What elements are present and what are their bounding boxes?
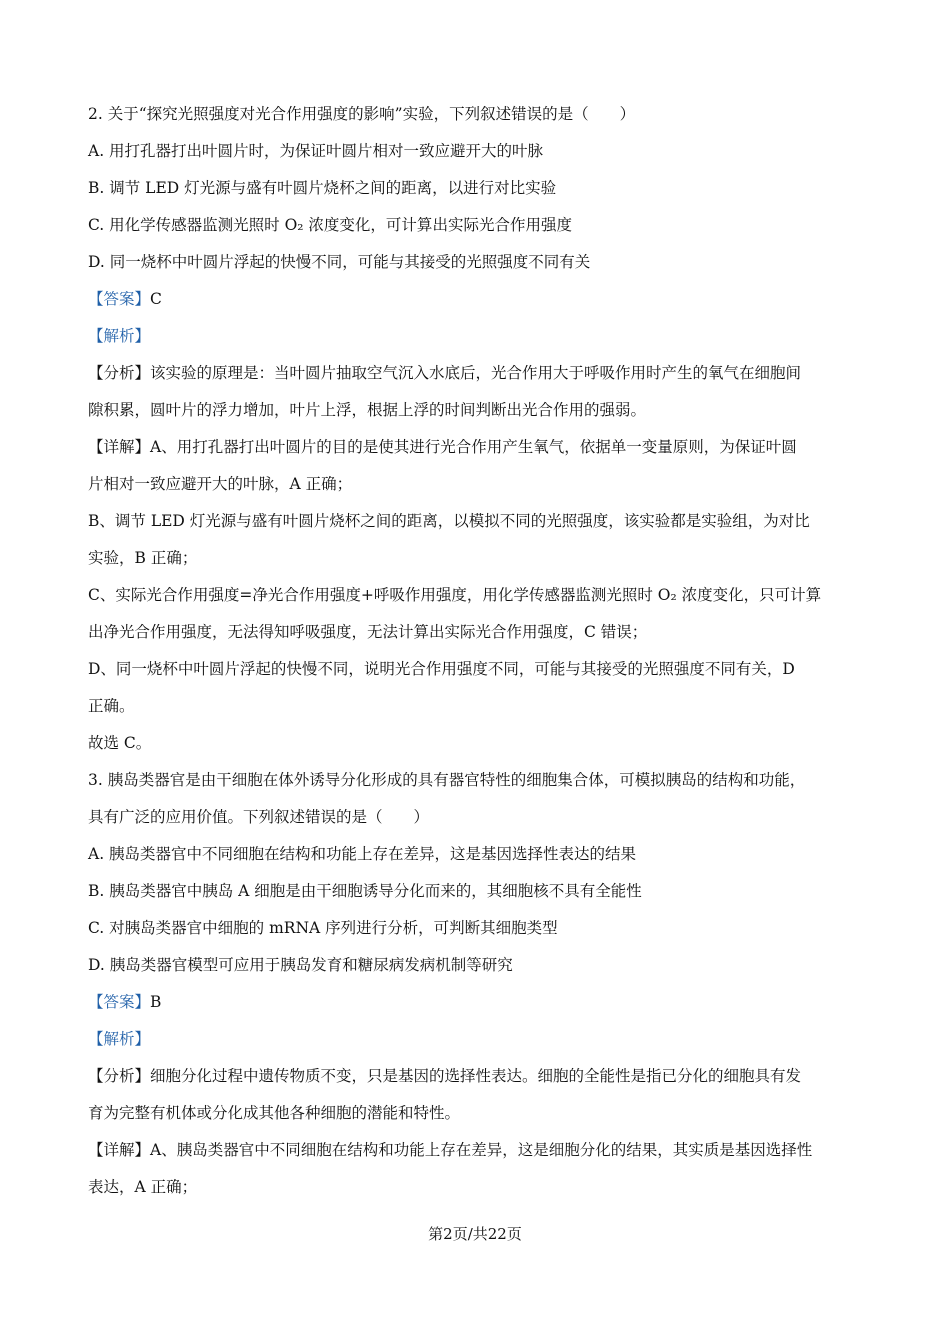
q2-option-b: B. 调节 LED 灯光源与盛有叶圆片烧杯之间的距离，以进行对比实验	[88, 179, 557, 197]
q2-xiangjie-3: B、调节 LED 灯光源与盛有叶圆片烧杯之间的距离，以模拟不同的光照强度，该实验都是实验组，为对比	[88, 512, 810, 530]
q2-jiexi-tag: 【解析】	[88, 327, 151, 345]
q3-option-b: B. 胰岛类器官中胰岛 A 细胞是由干细胞诱导分化而来的，其细胞核不具有全能性	[88, 882, 642, 900]
xiangjie-tag: 【详解】	[88, 1141, 151, 1159]
q2-xiangjie-4: 实验，B 正确；	[88, 549, 198, 567]
q2-xiangjie-5: C、实际光合作用强度=净光合作用强度+呼吸作用强度，用化学传感器监测光照时 O₂ 浓度变化，只可计算	[88, 586, 822, 604]
q3-fenxi-1	[88, 1058, 868, 1095]
q3-option-d: D. 胰岛类器官模型可应用于胰岛发育和糖尿病发病机制等研究	[88, 956, 513, 974]
q2-xiangjie-8: 正确。	[88, 697, 135, 715]
q3-jiexi-tag: 【解析】	[88, 1030, 151, 1048]
answer-value: B	[150, 993, 162, 1011]
q2-xiangjie-9: 故选 C。	[88, 734, 152, 752]
q3-stem-2: 具有广泛的应用价值。下列叙述错误的是（ ）	[88, 808, 430, 826]
document-page	[88, 96, 868, 1206]
q3-option-a: A. 胰岛类器官中不同细胞在结构和功能上存在差异，这是基因选择性表达的结果	[88, 845, 637, 863]
fenxi-text: 该实验的原理是：当叶圆片抽取空气沉入水底后，光合作用大于呼吸作用时产生的氧气在细胞间	[150, 364, 802, 382]
q3-stem-1: 3. 胰岛类器官是由干细胞在体外诱导分化形成的具有器官特性的细胞集合体，可模拟胰岛的结构和功能，	[88, 771, 806, 789]
q2-fenxi-2: 隙积累，圆叶片的浮力增加，叶片上浮，根据上浮的时间判断出光合作用的强弱。	[88, 401, 647, 419]
fenxi-tag: 【分析】	[88, 364, 151, 382]
q2-xiangjie-6: 出净光合作用强度，无法得知呼吸强度，无法计算出实际光合作用强度，C 错误；	[88, 623, 648, 641]
xiangjie-text: A、用打孔器打出叶圆片的目的是使其进行光合作用产生氧气，依据单一变量原则，为保证叶圆	[150, 438, 797, 456]
answer-value: C	[150, 290, 162, 308]
q2-xiangjie-1	[88, 429, 868, 466]
q3-answer	[88, 984, 868, 1021]
q2-xiangjie-2: 片相对一致应避开大的叶脉，A 正确；	[88, 475, 353, 493]
q2-xiangjie-7: D、同一烧杯中叶圆片浮起的快慢不同，说明光合作用强度不同，可能与其接受的光照强度不同有关，D	[88, 660, 795, 678]
q3-xiangjie-1	[88, 1132, 868, 1169]
q3-option-c: C. 对胰岛类器官中细胞的 mRNA 序列进行分析，可判断其细胞类型	[88, 919, 558, 937]
q2-stem: 2. 关于“探究光照强度对光合作用强度的影响”实验，下列叙述错误的是（ ）	[88, 105, 636, 123]
q2-option-a: A. 用打孔器打出叶圆片时，为保证叶圆片相对一致应避开大的叶脉	[88, 142, 544, 160]
page-footer: 第2页/共22页	[428, 1225, 522, 1243]
q2-option-d: D. 同一烧杯中叶圆片浮起的快慢不同，可能与其接受的光照强度不同有关	[88, 253, 591, 271]
fenxi-text: 细胞分化过程中遗传物质不变，只是基因的选择性表达。细胞的全能性是指已分化的细胞具有发	[150, 1067, 802, 1085]
q2-option-c: C. 用化学传感器监测光照时 O₂ 浓度变化，可计算出实际光合作用强度	[88, 216, 572, 234]
fenxi-tag: 【分析】	[88, 1067, 151, 1085]
q3-xiangjie-2: 表达，A 正确；	[88, 1178, 198, 1196]
q3-fenxi-2: 育为完整有机体或分化成其他各种细胞的潜能和特性。	[88, 1104, 461, 1122]
q2-fenxi-1	[88, 355, 868, 392]
answer-tag: 【答案】	[88, 993, 151, 1011]
q2-answer	[88, 281, 868, 318]
xiangjie-text: A、胰岛类器官中不同细胞在结构和功能上存在差异，这是细胞分化的结果，其实质是基因选择性	[150, 1141, 813, 1159]
xiangjie-tag: 【详解】	[88, 438, 151, 456]
answer-tag: 【答案】	[88, 290, 151, 308]
